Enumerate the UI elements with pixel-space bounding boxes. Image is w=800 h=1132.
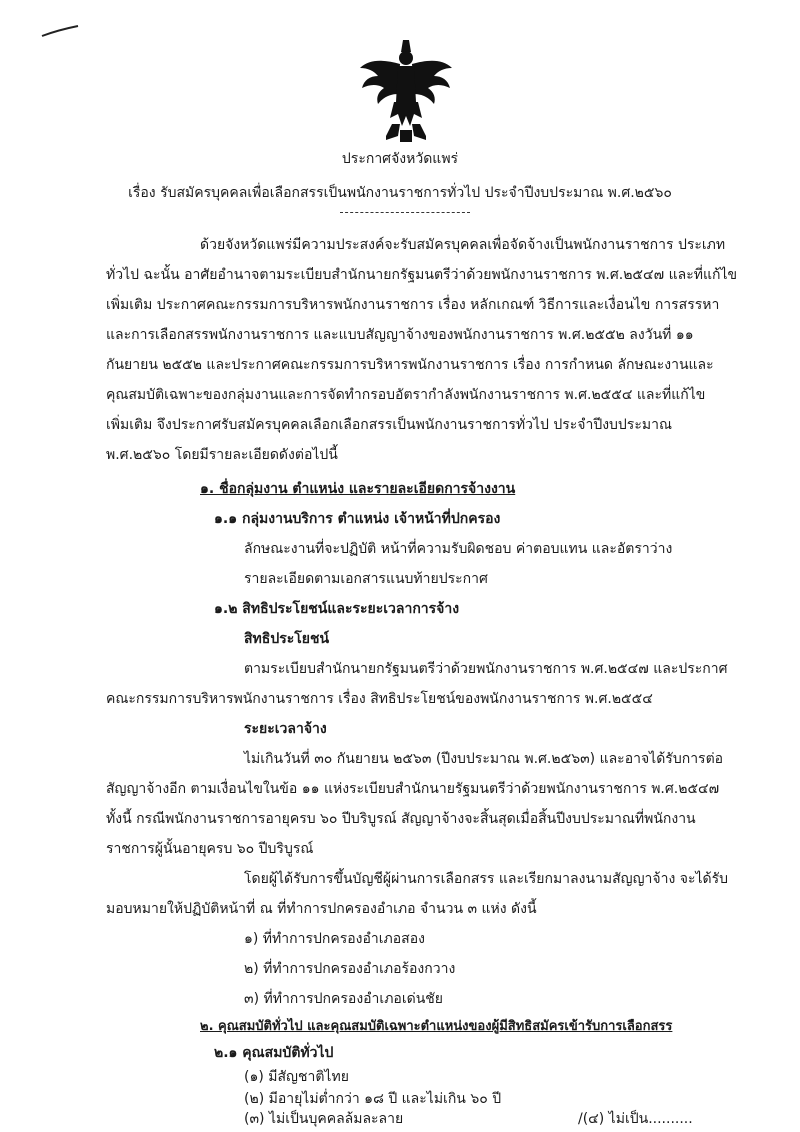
duration-line: ไม่เกินวันที่ ๓๐ กันยายน ๒๕๖๓ (ปีงบประมาณ พ.ศ.๒๕๖๓) และอาจได้รับการต่อ [244,751,724,767]
qualification-item: (๓) ไม่เป็นบุคคลล้มละลาย [244,1111,404,1127]
place-item: ๑) ที่ทำการปกครองอำเภอสอง [244,931,425,947]
title-separator [340,212,470,213]
job-description-line: ลักษณะงานที่จะปฏิบัติ หน้าที่ความรับผิดชอบ ค่าตอบแทน และอัตราว่าง [244,541,673,557]
assignment-line: มอบหมายให้ปฏิบัติหน้าที่ ณ ที่ทำการปกครองอำเภอ จำนวน ๓ แห่ง ดังนี้ [106,901,537,917]
continuation-note: /(๔) ไม่เป็น.......... [578,1111,693,1127]
benefits-title: สิทธิประโยชน์ [244,631,330,647]
intro-line: เพิ่มเติม ประกาศคณะกรรมการบริหารพนักงานราชการ เรื่อง หลักเกณฑ์ วิธีการและเงื่อนไข การสรรหา [106,297,720,313]
intro-line: พ.ศ.๒๕๖๐ โดยมีรายละเอียดดังต่อไปนี้ [106,447,338,463]
subject-line: เรื่อง รับสมัครบุคคลเพื่อเลือกสรรเป็นพนักงานราชการทั่วไป ประจำปีงบประมาณ พ.ศ.๒๕๖๐ [128,185,672,201]
place-item: ๒) ที่ทำการปกครองอำเภอร้องกวาง [244,961,456,977]
section-1-2-heading: ๑.๒ สิทธิประโยชน์และระยะเวลาการจ้าง [214,601,460,617]
section-1-1-heading: ๑.๑ กลุ่มงานบริการ ตำแหน่ง เจ้าหน้าที่ปกครอง [214,511,501,527]
intro-line: ด้วยจังหวัดแพร่มีความประสงค์จะรับสมัครบุคคลเพื่อจัดจ้างเป็นพนักงานราชการ ประเภท [200,237,726,253]
duration-line: สัญญาจ้างอีก ตามเงื่อนไขในข้อ ๑๑ แห่งระเบียบสำนักนายรัฐมนตรีว่าด้วยพนักงานราชการ พ.ศ.๒๕๔๗ [106,781,720,797]
job-description-line: รายละเอียดตามเอกสารแนบท้ายประกาศ [244,571,488,587]
duration-line: ราชการผู้นั้นอายุครบ ๖๐ ปีบริบูรณ์ [106,841,314,857]
section-2-heading: ๒. คุณสมบัติทั่วไป และคุณสมบัติเฉพาะตำแหน่งของผู้มีสิทธิสมัครเข้ารับการเลือกสรร [200,1019,673,1034]
qualification-item: (๒) มีอายุไม่ต่ำกว่า ๑๘ ปี และไม่เกิน ๖๐ ปี [244,1091,502,1107]
intro-line: และการเลือกสรรพนักงานราชการ และแบบสัญญาจ้างของพนักงานราชการ พ.ศ.๒๕๕๒ ลงวันที่ ๑๑ [106,327,694,343]
assignment-line: โดยผู้ได้รับการขึ้นบัญชีผู้ผ่านการเลือกสรร และเรียกมาลงนามสัญญาจ้าง จะได้รับ [244,871,728,887]
duration-title: ระยะเวลาจ้าง [244,721,327,737]
intro-line: คุณสมบัติเฉพาะของกลุ่มงานและการจัดทำกรอบอัตรากำลังพนักงานราชการ พ.ศ.๒๕๕๔ และที่แก้ไข [106,387,706,403]
benefits-line: ตามระเบียบสำนักนายกรัฐมนตรีว่าด้วยพนักงานราชการ พ.ศ.๒๕๔๗ และประกาศ [244,661,728,677]
place-item: ๓) ที่ทำการปกครองอำเภอเด่นชัย [244,991,443,1007]
garuda-emblem-icon [356,38,456,146]
benefits-line: คณะกรรมการบริหารพนักงานราชการ เรื่อง สิทธิประโยชน์ของพนักงานราชการ พ.ศ.๒๕๕๔ [106,691,653,707]
section-2-1-heading: ๒.๑ คุณสมบัติทั่วไป [214,1045,334,1061]
duration-line: ทั้งนี้ กรณีพนักงานราชการอายุครบ ๖๐ ปีบริบูรณ์ สัญญาจ้างจะสิ้นสุดเมื่อสิ้นปีงบประมาณที่พนักงาน [106,811,696,827]
section-1-heading: ๑. ชื่อกลุ่มงาน ตำแหน่ง และรายละเอียดการจ้างงาน [200,481,516,497]
intro-line: เพิ่มเติม จึงประกาศรับสมัครบุคคลเลือกเลือกสรรเป็นพนักงานราชการทั่วไป ประจำปีงบประมาณ [106,417,672,433]
page-title: ประกาศจังหวัดแพร่ [341,151,459,167]
intro-line: กันยายน ๒๕๕๒ และประกาศคณะกรรมการบริหารพนักงานราชการ เรื่อง การกำหนด ลักษณะงานและ [106,357,714,373]
pen-mark-icon [40,24,80,38]
qualification-item: (๑) มีสัญชาติไทย [244,1069,349,1085]
intro-line: ทั่วไป ฉะนั้น อาศัยอำนาจตามระเบียบสำนักนายกรัฐมนตรีว่าด้วยพนักงานราชการ พ.ศ.๒๕๔๗ และที่แก้ไข [106,267,738,283]
